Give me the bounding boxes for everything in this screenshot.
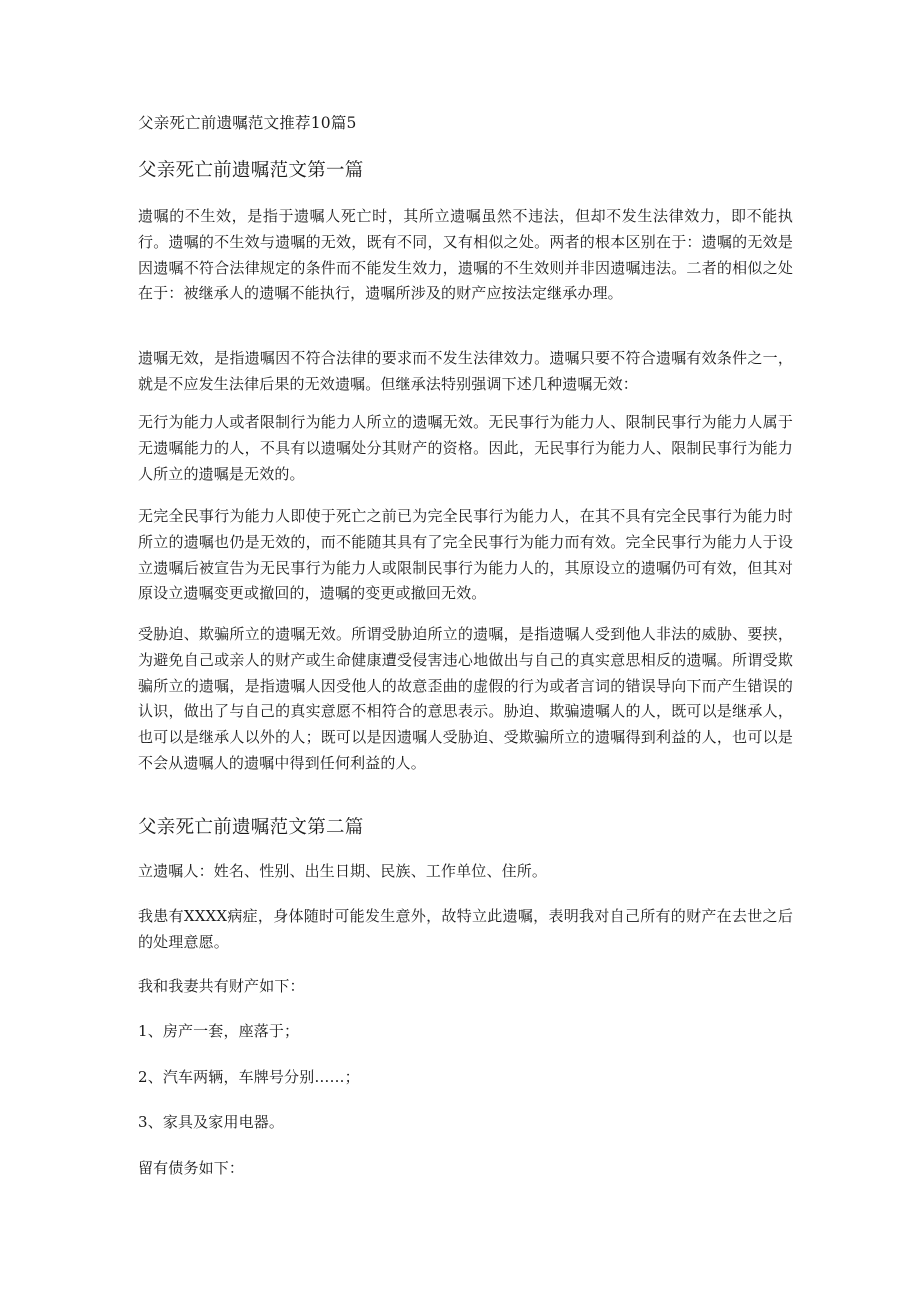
list-item: 3、家具及家用电器。: [138, 1113, 285, 1131]
paragraph: 遗嘱无效，是指遗嘱因不符合法律的要求而不发生法律效力。遗嘱只要不符合遗嘱有效条件之一，就是不应发生法律后果的无效遗嘱。但继承法特别强调下述几种遗嘱无效：: [138, 349, 793, 393]
paragraph: 立遗嘱人：姓名、性别、出生日期、民族、工作单位、住所。: [138, 862, 548, 880]
document-title: 父亲死亡前遗嘱范文推荐10篇5: [138, 114, 357, 132]
paragraph: 遗嘱的不生效，是指于遗嘱人死亡时，其所立遗嘱虽然不违法，但却不发生法律效力，即不能执行。遗嘱的不生效与遗嘱的无效，既有不同，又有相似之处。两者的根本区别在于：遗嘱的无效是因遗嘱不符合法律规定的条件而不能发生效力，遗嘱的不生效则并非因遗嘱违法。二者的相似之处在于：被继承人的遗嘱不能执行，遗嘱所涉及的财产应按法定继承办理。: [138, 207, 793, 303]
paragraph: 无行为能力人或者限制行为能力人所立的遗嘱无效。无民事行为能力人、限制民事行为能力人属于无遗嘱能力的人，不具有以遗嘱处分其财产的资格。因此，无民事行为能力人、限制民事行为能力人所立的遗嘱是无效的。: [138, 413, 793, 483]
list-item: 2、汽车两辆，车牌号分别……；: [138, 1068, 360, 1086]
paragraph: 我患有XXXX病症，身体随时可能发生意外，故特立此遗嘱，表明我对自己所有的财产在去世之后的处理意愿。: [138, 907, 793, 951]
list-item: 1、房产一套，座落于；: [138, 1022, 300, 1040]
paragraph: 受胁迫、欺骗所立的遗嘱无效。所谓受胁迫所立的遗嘱，是指遗嘱人受到他人非法的威胁、要挟，为避免自己或亲人的财产或生命健康遭受侵害违心地做出与自己的真实意思相反的遗嘱。所谓受欺骗所立的遗嘱，是指遗嘱人因受他人的故意歪曲的虚假的行为或者言词的错误导向下而产生错误的认识，做出了与自己的真实意愿不相符合的意思表示。胁迫、欺骗遗嘱人的人，既可以是继承人，也可以是继承人以外的人；既可以是因遗嘱人受胁迫、受欺骗所立的遗嘱得到利益的人，也可以是不会从遗嘱人的遗嘱中得到任何利益的人。: [138, 625, 793, 772]
paragraph: 我和我妻共有财产如下：: [138, 977, 305, 995]
paragraph: 无完全民事行为能力人即使于死亡之前已为完全民事行为能力人，在其不具有完全民事行为能力时所立的遗嘱也仍是无效的，而不能随其具有了完全民事行为能力而有效。完全民事行为能力人于设立遗嘱后被宣告为无民事行为能力人或限制民事行为能力人的，其原设立的遗嘱仍可有效，但其对原设立遗嘱变更或撤回的，遗嘱的变更或撤回无效。: [138, 507, 793, 603]
section-heading-1: 父亲死亡前遗嘱范文第一篇: [138, 160, 364, 181]
paragraph: 留有债务如下：: [138, 1159, 245, 1177]
section-heading-2: 父亲死亡前遗嘱范文第二篇: [138, 817, 364, 838]
